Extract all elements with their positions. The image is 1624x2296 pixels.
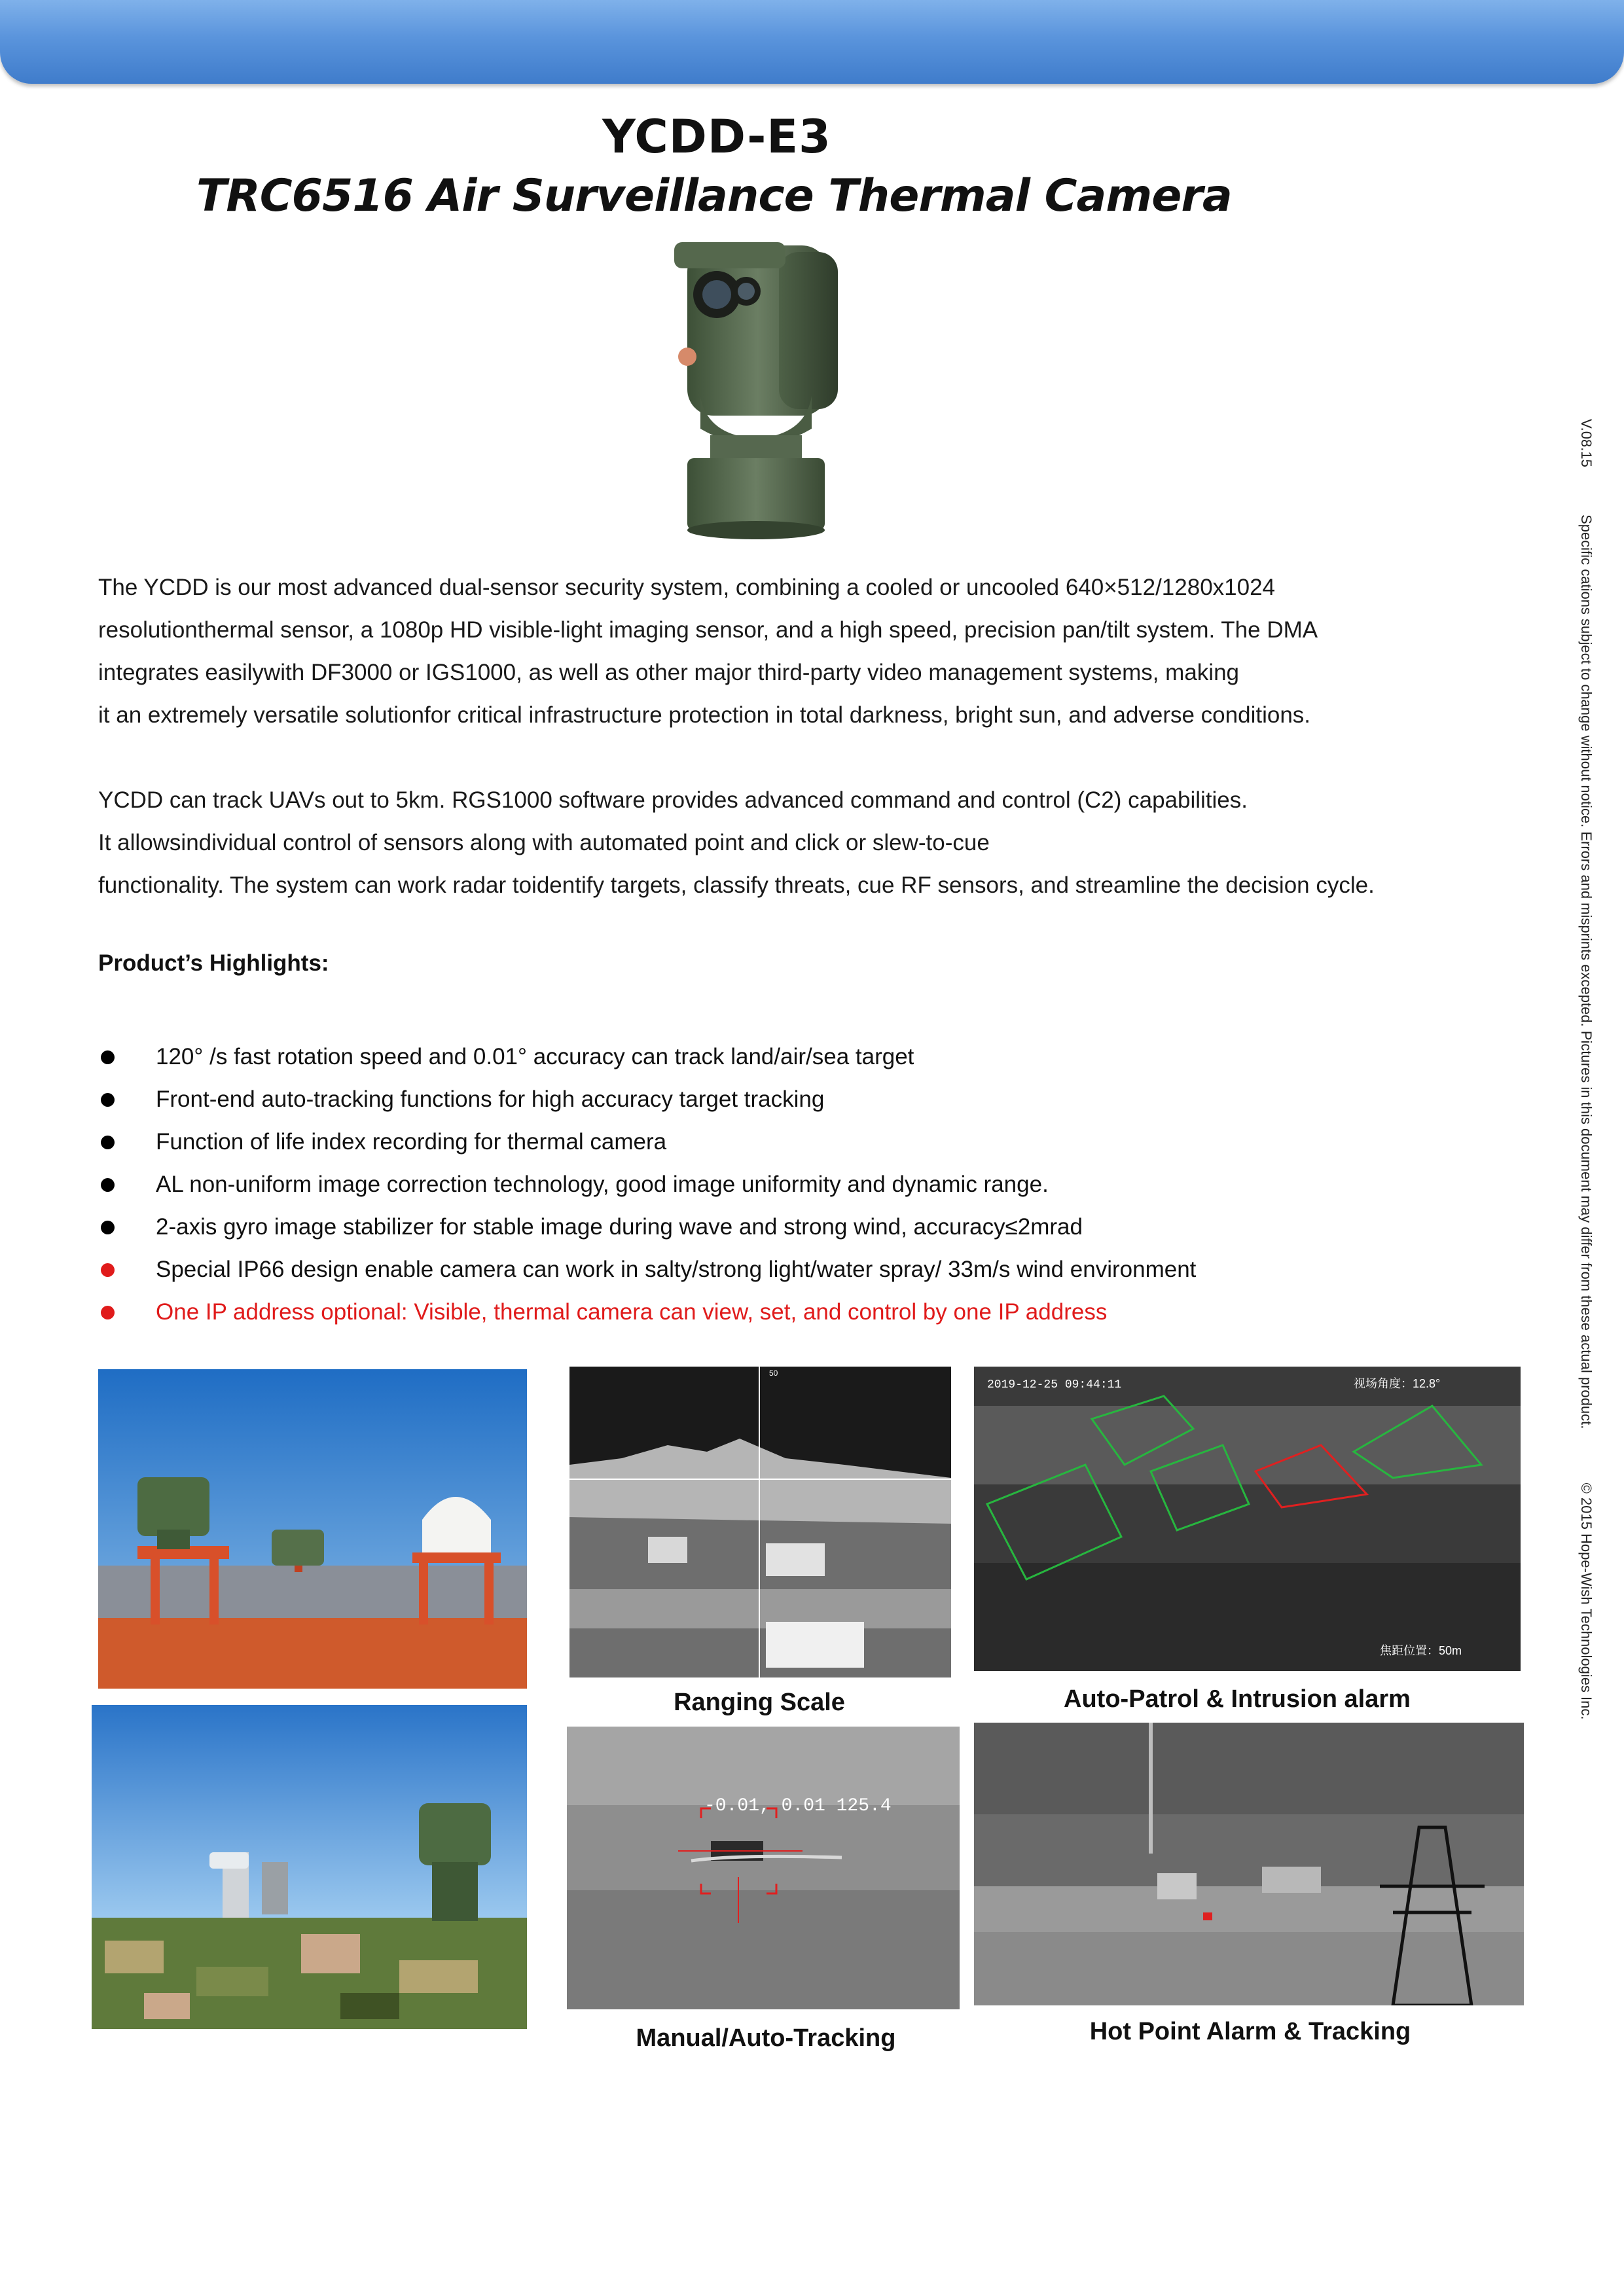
highlight-item bbox=[98, 1163, 1196, 1206]
highlights-list bbox=[98, 1035, 1196, 1333]
highlights-title: Product’s Highlights: bbox=[98, 950, 329, 976]
highlight-text: 2-axis gyro image stabilizer for stable image during wave and strong wind, accuracy≤2mrad bbox=[156, 1214, 1083, 1240]
thermal-patrol-image bbox=[974, 1367, 1521, 1671]
thermal-ranging-image bbox=[569, 1367, 951, 1677]
tracking-line: functionality. The system can work radar toidentify targets, classify threats, cue RF sensors, and streamline the decision cycle. bbox=[98, 872, 1375, 898]
installation-photo-radome bbox=[98, 1369, 527, 1689]
thermal-tracking-image bbox=[567, 1727, 960, 2009]
highlight-text: Function of life index recording for thermal camera bbox=[156, 1129, 667, 1155]
highlight-item bbox=[98, 1078, 1196, 1121]
highlight-item-emphasis bbox=[98, 1291, 1196, 1333]
intro-line: integrates easilywith DF3000 or IGS1000, as well as other major third-party video management systems, making bbox=[98, 660, 1240, 685]
header-bar bbox=[0, 0, 1624, 84]
highlight-item bbox=[98, 1121, 1196, 1163]
tracking-paragraph bbox=[98, 779, 1375, 906]
intro-paragraph bbox=[98, 566, 1318, 736]
installation-photo-vehicle bbox=[92, 1705, 527, 2029]
patrol-timestamp: 2019-12-25 09:44:11 bbox=[987, 1378, 1122, 1391]
caption-ranging: Ranging Scale bbox=[674, 1689, 845, 1716]
red-bullet-icon bbox=[101, 1263, 115, 1277]
highlight-item bbox=[98, 1248, 1196, 1291]
side-note-text bbox=[1578, 419, 1595, 1720]
thermal-hotpoint-image bbox=[974, 1723, 1524, 2005]
highlight-item bbox=[98, 1035, 1196, 1078]
side-note bbox=[1571, 419, 1617, 1720]
patrol-position: 视场角度：12.8° bbox=[1354, 1377, 1441, 1390]
tracking-readout: -0.01, 0.01 125.4 bbox=[704, 1796, 892, 1816]
highlight-text: Front-end auto-tracking functions for high accuracy target tracking bbox=[156, 1086, 825, 1112]
model-title: YCDD-E3 bbox=[602, 110, 831, 164]
highlight-text: One IP address optional: Visible, thermal camera can view, set, and control by one IP address bbox=[156, 1299, 1108, 1325]
bullet-icon bbox=[101, 1178, 115, 1192]
version-label: V.08.15 bbox=[1578, 419, 1595, 467]
highlight-text: AL non-uniform image correction technology, good image uniformity and dynamic range. bbox=[156, 1172, 1049, 1197]
intro-line: it an extremely versatile solutionfor critical infrastructure protection in total darkness, bright sun, and adverse conditions. bbox=[98, 702, 1311, 728]
copyright-text: © 2015 Hope-Wish Technologies Inc. bbox=[1578, 1482, 1595, 1720]
caption-tracking: Manual/Auto-Tracking bbox=[636, 2024, 896, 2052]
intro-line: resolutionthermal sensor, a 1080p HD visible-light imaging sensor, and a high speed, precision pan/tilt system. The DMA bbox=[98, 617, 1318, 643]
highlight-text: 120° /s fast rotation speed and 0.01° accuracy can track land/air/sea target bbox=[156, 1044, 914, 1069]
bullet-icon bbox=[101, 1050, 115, 1064]
red-bullet-icon bbox=[101, 1306, 115, 1319]
bullet-icon bbox=[101, 1093, 115, 1107]
highlight-text: Special IP66 design enable camera can work in salty/strong light/water spray/ 33m/s wind environment bbox=[156, 1257, 1197, 1282]
bullet-icon bbox=[101, 1136, 115, 1149]
patrol-focus: 焦距位置：50m bbox=[1380, 1644, 1462, 1657]
disclaimer-text: Specific cations subject to change without notice. Errors and misprints excepted. Pictures in this document may differ from these actual product. bbox=[1578, 514, 1595, 1429]
ranging-overlay-text: 50 bbox=[769, 1369, 778, 1378]
caption-patrol: Auto-Patrol & Intrusion alarm bbox=[1064, 1685, 1411, 1713]
caption-hotpoint: Hot Point Alarm & Tracking bbox=[1089, 2018, 1411, 2045]
highlight-item bbox=[98, 1206, 1196, 1248]
bullet-icon bbox=[101, 1221, 115, 1234]
tracking-line: It allowsindividual control of sensors along with automated point and click or slew-to-cue bbox=[98, 830, 990, 855]
tracking-line: YCDD can track UAVs out to 5km. RGS1000 software provides advanced command and control (C2) capabilities. bbox=[98, 787, 1248, 813]
intro-line: The YCDD is our most advanced dual-sensor security system, combining a cooled or uncooled 640×512/1280x1024 bbox=[98, 575, 1276, 600]
product-title: TRC6516 Air Surveillance Thermal Camera bbox=[196, 170, 1232, 222]
camera-product-image bbox=[648, 232, 864, 547]
